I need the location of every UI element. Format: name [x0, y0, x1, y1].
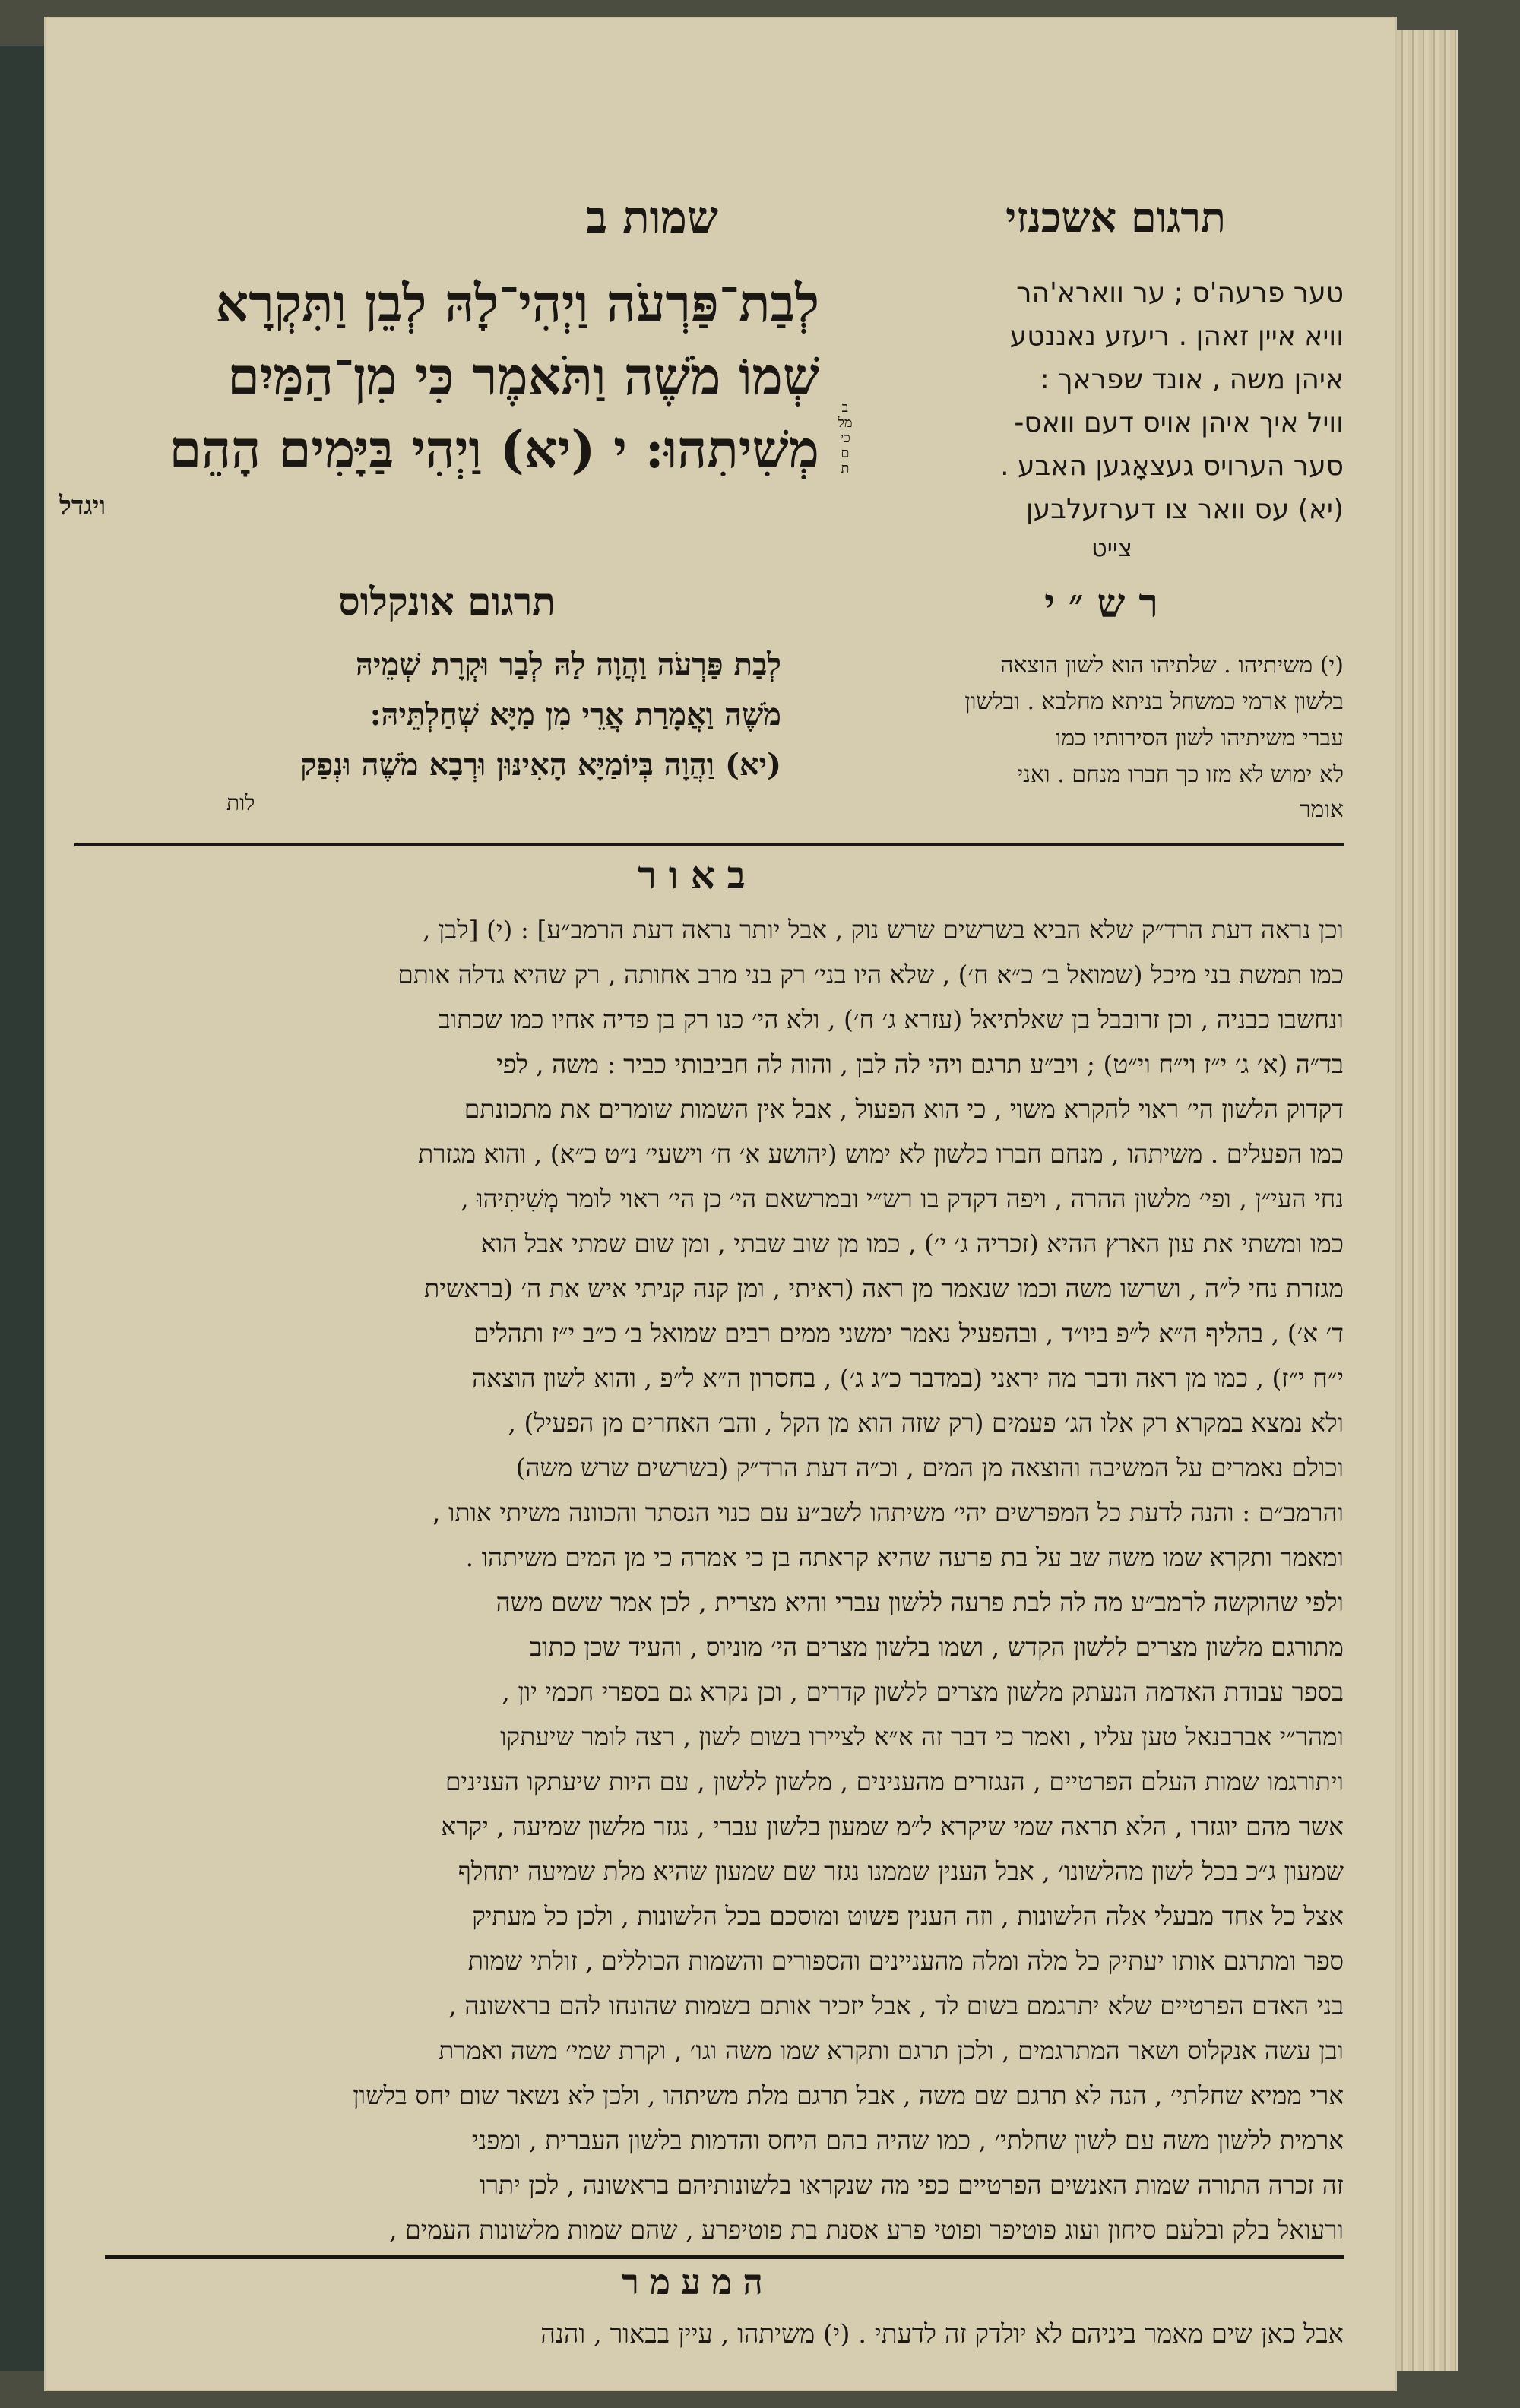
biur-line: ולפי שהוקשה לרמב״ע מה לה לבת פרעה ללשון עברי והיא מצרית , לכן אמר ששם משה: [496, 1587, 1344, 1617]
biur-line: כמו ומשתי את עון הארץ ההיא (זכריה ג׳ י׳) , כמו מן שוב שבתי , ומן שום שמתי אבל הוא: [480, 1229, 1344, 1258]
ashkenazi-line: טער פרעה'ס ; ער ווארא'הר: [1016, 277, 1344, 309]
rashi-heading: רש״י: [1044, 581, 1172, 627]
ashkenazi-line: איהן משה , אונד שפראך :: [1040, 364, 1344, 395]
upper-divider-rule: [74, 843, 1344, 846]
biur-line: ד׳ א׳) , בהליף ה״א ל״פ ביו״ד , ובהפעיל נאמר ימשני ממים רבים שמואל ב׳ כ״ב י״ז ותהלים: [473, 1318, 1344, 1348]
biur-line: מתורגם מלשון מצרים ללשון הקדש , ושמו בלשון מצרים הי׳ מוניוס , והעיד שכן כתוב: [530, 1632, 1344, 1662]
lower-divider-rule: [105, 2255, 1344, 2259]
ashkenazi-line: וויל איך איהן אויס דעם וואס-: [1014, 407, 1344, 438]
biur-line: מגזרת נחי ל״ה , ושרשו משה וכמו שנאמר מן ראה (ראיתי , ומן קנה קניתי איש את ה׳ (בראשית: [424, 1274, 1344, 1303]
hameamer-heading: המעמר: [622, 2261, 774, 2302]
biur-line: ומהר״י אברבנאל טען עליו , ואמר כי דבר זה א״א לציירו בשום לשון , רצה לומר שיעתקו: [499, 1722, 1344, 1751]
biur-line: ובן עשה אנקלוס ושאר המתרגמים , ולכן תרגם ותקרא שמו משה וגו׳ , וקרת שמי׳ משה ואמרת: [439, 2036, 1344, 2065]
biur-line: ארמית ללשון משה עם לשון שחלתי׳ , כמו שהיה בהם היחס והדמות בלשון העברית , ומפני: [471, 2125, 1344, 2155]
biur-line: ספר ומתרגם אותו יעתיק כל מלה ומלה מהעניינים והספורים והשמות הכוללים , זולתי שמות: [467, 1946, 1344, 1976]
book-page: [44, 17, 1397, 2391]
rashi-line: לא ימוש לא מזו כך חברו מנחם . ואני: [1017, 761, 1344, 788]
scripture-line: שְׁמוֹ מֹשֶׁה וַתֹּאמֶר כִּי מִן־הַמַּיִם: [227, 346, 819, 407]
biur-line: כמו הפעלים . משיתהו , מנחם חברו כלשון לא ימוש (יהושע א׳ ח׳ וישעי׳ נ״ט כ״א) , והוא מגזרת: [418, 1139, 1344, 1169]
rashi-line: אומר: [1299, 796, 1344, 823]
biur-line: בני האדם הפרטיים שלא יתרגמם בשום לד , אבל יזכיר אותם בשמות שהונחו להם בראשונה ,: [448, 1991, 1344, 2020]
onkelos-column: [74, 640, 781, 816]
rashi-column: [796, 647, 1344, 827]
rashi-line: (י) משיתיהו . שלתיהו הוא לשון הוצאה: [1000, 652, 1344, 679]
onkelos-heading: תרגום אונקלוס: [338, 579, 556, 624]
binding-gutter: [0, 46, 44, 2371]
biur-line: י״ח י״ז) , כמו מן ראה ודבר מה יראני (במדבר כ״ג ג׳) , בחסרון ה״א ל״פ , והוא לשון הוצאה: [472, 1363, 1344, 1393]
onkelos-line: מֹשֶׁה וַאֲמָרַת אֲרֵי מִן מַיָּא שְׁחַלְתֵּיהּ:: [369, 697, 781, 733]
hameamer-line: אבל כאן שים מאמר ביניהם לא יולדק זה לדעתי . (י) משיתהו , עיין בבאור , והנה: [540, 2319, 1344, 2349]
running-head: שמות ב: [586, 191, 718, 243]
scripture-catchword: ויגדל: [59, 491, 106, 521]
scripture-line: מְשִׁיתִהוּ: י (יא) וַיְהִי בַּיָּמִים הָהֵם: [169, 419, 819, 480]
biur-line: אצל כל אחד מבעלי אלה הלשונות , וזה הענין פשוט ומוסכם בכל הלשונות , ולכן כל מעתיק: [472, 1901, 1344, 1931]
biur-line: בד״ה (א׳ ג׳ י״ז וי״ח וי״ט) ; ויב״ע תרגם ויהי לה לבן , והוה לה חביבותי כביר : משה , לפי: [496, 1049, 1344, 1079]
biur-line: שמעון ג״כ בכל לשון מהלשונו׳ , אבל הענין שממנו נגזר שם שמעון שהיא מלת שמיעה יתחלף: [458, 1856, 1344, 1886]
ashkenazi-line: סער הערויס געצאָגען האבע .: [1000, 451, 1344, 482]
ashkenazi-line: צייט: [1091, 533, 1133, 562]
rashi-line: בלשון ארמי כמשחל בניתא מחלבא . ובלשון: [964, 688, 1344, 715]
biur-heading: באור: [638, 853, 758, 897]
biur-line: ונחשבו כבניה , וכן זרובבל בן שאלתיאל (עזרא ג׳ ח׳) , ולא הי׳ כנו רק בן פדיה אחיו כמו שכתוב: [438, 1005, 1344, 1034]
ashkenazi-heading: תרגום אשכנזי: [1005, 193, 1226, 242]
biur-line: נחי העי״ן , ופי׳ מלשון ההרה , ויפה דקדק בו רש״י ובמרשאם הי׳ כן הי׳ ראוי לומר מְשִׁיתִיהוּ ,: [461, 1184, 1344, 1213]
scripture-text: [59, 267, 819, 521]
biur-commentary: [74, 907, 1344, 2252]
biur-line: דקדוק הלשון הי׳ ראוי להקרא משוי , כי הוא הפעול , אבל אין השמות שומרים את מתכונתם: [464, 1094, 1344, 1124]
biur-line: ומאמר ותקרא שמו משה שב על בת פרעה שהיא קראתה בן כי אמרה כי מן המים משיתהו .: [465, 1543, 1344, 1572]
biur-line: זה זכרה התורה שמות האנשים הפרטיים כפי מה שנקראו בלשונותיהם בראשונה , לכן יתרו: [480, 2170, 1344, 2200]
biur-line: אשר מהם יוגזרו , הלא תראה שמי שיקרא ל״מ שמעון בלשון עברי , נגזר מלשון שמיעה , יקרא: [441, 1812, 1344, 1841]
rashi-line: עברי משיתיהו לשון הסירותיו כמו: [1055, 725, 1344, 752]
onkelos-line: לְבַת פַּרְעֹה וַהֲוָה לַהּ לְבַר וּקְרָת שְׁמֵיהּ: [355, 647, 781, 682]
onkelos-line: (יא) וַהֲוָה בְּיוֹמַיָּא הָאִינּוּן וּרְבָא מֹשֶׁה וּנְפַק: [300, 747, 781, 783]
biur-line: והרמב״ם : והנה לדעת כל המפרשים יהי׳ משיתהו לשב״ע עם כנוי הנסתר והכוונה משיתי אותו ,: [432, 1498, 1344, 1527]
biur-line: ורעואל בלק ובלעם סיחון ועוג פוטיפר ופוטי פרע אסנת בת פוטיפרע , שהם שמות מלשונות העמים ,: [389, 2215, 1344, 2245]
page-edges: [1397, 30, 1458, 2371]
biur-line: ולא נמצא במקרא רק אלו הג׳ פעמים (רק שזה הוא מן הקל , והב׳ האחרים מן הפעיל) ,: [508, 1408, 1344, 1438]
ashkenazi-line: (יא) עס וואר צו דערזעלבען: [1025, 494, 1344, 525]
biur-line: וכן נראה דעת הרד״ק שלא הביא בשרשים שרש נוק , אבל יותר נראה דעת הרמב״ע] : (י) [לבן ,: [422, 915, 1344, 945]
biur-line: ויתורגמו שמות העלם הפרטיים , הנגזרים מהענינים , מלשון ללשון , עם היות שיעתקו הענינים: [445, 1767, 1344, 1796]
ashkenazi-column: [880, 271, 1344, 565]
ashkenazi-side-note: ב מלכים ת: [838, 400, 853, 476]
biur-line: כמו תמשת בני מיכל (שמואל ב׳ כ״א ח׳) , שלא היו בני׳ רק בני מרב אחותה , רק שהיא גדלה אותם: [397, 960, 1344, 989]
onkelos-catchword: לות: [226, 790, 255, 815]
biur-line: ארי ממיא שחלתי׳ , הנה לא תרגם שם משה , אבל תרגם מלת משיתהו , ולכן לא נשאר שום יחס בלשון: [353, 2080, 1344, 2110]
ashkenazi-line: וויא איין זאהן . ריעזע נאננטע: [1009, 321, 1344, 352]
biur-line: וכולם נאמרים על המשיבה והוצאה מן המים , וכ״ה דעת הרד״ק (בשרשים שרש משה): [515, 1453, 1344, 1482]
biur-line: בספר עבודת האדמה הנעתק מלשון מצרים ללשון קדרים , וכן נקרא גם בספרי חכמי יון ,: [502, 1677, 1344, 1707]
scripture-line: לְבַת־פַּרְעֹה וַיְהִי־לָהּ לְבֵן וַתִּקְרָא: [215, 274, 819, 334]
